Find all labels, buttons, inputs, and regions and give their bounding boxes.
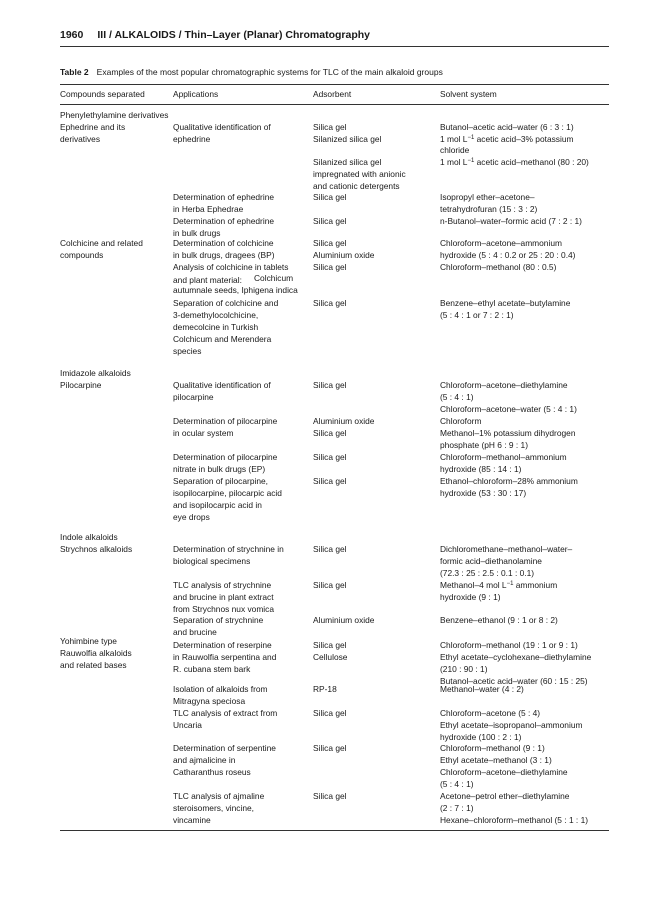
solvent-line: tetrahydrofuran (15 : 3 : 2) [440,204,538,214]
adsorbent-line: Silica gel [313,122,347,132]
running-title: III / ALKALOIDS / Thin–Layer (Planar) Chromatography [97,29,371,41]
column-header-solvent: Solvent system [440,89,497,99]
group-heading: Imidazole alkaloids [60,368,131,378]
adsorbent-line: Silica gel [313,298,347,308]
compound-line: Ephedrine and its [60,122,126,132]
adsorbent-line: Silica gel [313,743,347,753]
application-line: in Herba Ephedrae [173,204,244,214]
table-bottom-rule [60,830,609,831]
adsorbent-line: Silica gel [313,192,347,202]
solvent-line: Chloroform–acetone–diethylamine [440,380,568,390]
application-line: Colchicum [254,273,294,283]
solvent-line: (5 : 4 : 1 or 7 : 2 : 1) [440,310,514,320]
application-line: biological specimens [173,556,251,566]
solvent-line: Chloroform–methanol (80 : 0.5) [440,262,557,272]
application-line: steroisomers, vincine, [173,803,254,813]
application-line: Determination of reserpine [173,640,272,650]
adsorbent-line: Silica gel [313,238,347,248]
solvent-line: chloride [440,145,470,155]
solvent-line: (5 : 4 : 1) [440,779,474,789]
application-line: Determination of ephedrine [173,192,275,202]
application-line: isopilocarpine, pilocarpic acid [173,488,282,498]
solvent-line: n-Butanol–water–formic acid (7 : 2 : 1) [440,216,582,226]
application-line: and brucine in plant extract [173,592,274,602]
solvent-line: Chloroform–acetone–water (5 : 4 : 1) [440,404,577,414]
application-line: Determination of colchicine [173,238,274,248]
solvent-line: Benzene–ethyl acetate–butylamine [440,298,571,308]
application-line: Determination of strychnine in [173,544,284,554]
application-line: nitrate in bulk drugs (EP) [173,464,266,474]
solvent-line: Chloroform–acetone–ammonium [440,238,562,248]
adsorbent-line: Silica gel [313,428,347,438]
adsorbent-line: Silica gel [313,580,347,590]
solvent-line: hydroxide (85 : 14 : 1) [440,464,522,474]
adsorbent-line: Silica gel [313,262,347,272]
adsorbent-line: Cellulose [313,652,348,662]
application-line: 3-demethylocolchicine, [173,310,259,320]
solvent-line: (210 : 90 : 1) [440,664,488,674]
application-line: TLC analysis of extract from [173,708,278,718]
adsorbent-line: Silica gel [313,791,347,801]
application-line: Isolation of alkaloids from [173,684,268,694]
application-line: R. cubana stem bark [173,664,251,674]
solvent-line: 1 mol $L^{-1}$ acetic acid–methanol (80 : 20) [440,157,589,167]
application-line: Catharanthus roseus [173,767,251,777]
solvent-line: (5 : 4 : 1) [440,392,474,402]
column-header-adsorbent: Adsorbent [313,89,352,99]
solvent-line: hydroxide (9 : 1) [440,592,501,602]
solvent-line: formic acid–diethanolamine [440,556,542,566]
solvent-line: Chloroform–acetone (5 : 4) [440,708,541,718]
solvent-line: Hexane–chloroform–methanol (5 : 1 : 1) [440,815,589,825]
solvent-line: Ethyl acetate–cyclohexane–diethylamine [440,652,592,662]
solvent-line: Ethyl acetate–isopropanol–ammonium [440,720,583,730]
table-caption [60,67,608,77]
application-line: autumnale seeds, Iphigena indica [173,285,298,295]
header-rule [60,46,609,47]
adsorbent-line: Silica gel [313,452,347,462]
application-line: Analysis of colchicine in tablets [173,262,289,272]
header-bottom-rule [60,104,609,105]
solvent-line: Isopropyl ether–acetone– [440,192,535,202]
column-header-compounds: Compounds separated [60,89,145,99]
application-line: in bulk drugs, dragees (BP) [173,250,275,260]
application-line: vincamine [173,815,211,825]
application-line: and isopilocarpic acid in [173,500,262,510]
solvent-line: Methanol–4 mol $L^{-1}$ ammonium [440,580,558,590]
compound-line: Colchicine and related [60,238,143,248]
solvent-line: hydroxide (100 : 2 : 1) [440,732,522,742]
solvent-line: Chloroform–methanol–ammonium [440,452,567,462]
adsorbent-line: RP-18 [313,684,337,694]
running-header [60,29,608,41]
application-line: and brucine [173,627,217,637]
application-line: Qualitative identification of [173,122,271,132]
compound-line: Yohimbine type [60,636,117,646]
solvent-line: Butanol–acetic acid–water (60 : 15 : 25) [440,676,588,686]
adsorbent-line: Silica gel [313,476,347,486]
application-line: and plant material: [173,275,242,285]
adsorbent-line: Aluminium oxide [313,615,375,625]
application-line: Uncaria [173,720,202,730]
application-line: Separation of pilocarpine, [173,476,268,486]
table-label: Table 2 [60,67,89,77]
solvent-line: hydroxide (5 : 4 : 0.2 or 25 : 20 : 0.4) [440,250,576,260]
application-line: Mitragyna speciosa [173,696,246,706]
compound-line: derivatives [60,134,101,144]
solvent-line: Ethanol–chloroform–28% ammonium [440,476,578,486]
adsorbent-line: Silica gel [313,216,347,226]
application-line: ephedrine [173,134,211,144]
application-line: demecolcine in Turkish [173,322,259,332]
application-line: from Strychnos nux vomica [173,604,274,614]
adsorbent-line: Silica gel [313,708,347,718]
column-header-applications: Applications [173,89,219,99]
solvent-line: phosphate (pH 6 : 9 : 1) [440,440,528,450]
solvent-line: (72.3 : 25 : 2.5 : 0.1 : 0.1) [440,568,535,578]
compound-line: Pilocarpine [60,380,102,390]
solvent-line: Dichloromethane–methanol–water– [440,544,573,554]
adsorbent-line: Silica gel [313,544,347,554]
compound-line: Strychnos alkaloids [60,544,133,554]
compound-line: and related bases [60,660,127,670]
application-line: in ocular system [173,428,234,438]
solvent-line: Chloroform–acetone–diethylamine [440,767,568,777]
compound-line: compounds [60,250,104,260]
solvent-line: Methanol–1% potassium dihydrogen [440,428,576,438]
application-line: Determination of pilocarpine [173,416,278,426]
adsorbent-line: Silanized silica gel [313,157,382,167]
solvent-line: Methanol–water (4 : 2) [440,684,524,694]
adsorbent-line: impregnated with anionic [313,169,406,179]
application-line: Determination of serpentine [173,743,276,753]
adsorbent-line: Silanized silica gel [313,134,382,144]
solvent-line: Acetone–petrol ether–diethylamine [440,791,570,801]
application-line: and ajmalicine in [173,755,236,765]
solvent-line: Chloroform–methanol (9 : 1) [440,743,545,753]
application-line: species [173,346,202,356]
solvent-line: Benzene–ethanol (9 : 1 or 8 : 2) [440,615,558,625]
solvent-line: 1 mol $L^{-1}$ acetic acid–3% potassium [440,134,574,144]
solvent-line: Ethyl acetate–methanol (3 : 1) [440,755,552,765]
application-line: Separation of colchicine and [173,298,279,308]
application-line: Colchicum and Merendera [173,334,272,344]
application-line: TLC analysis of strychnine [173,580,272,590]
page-number: 1960 [60,29,84,41]
compound-line: Rauwolfia alkaloids [60,648,132,658]
adsorbent-line: and cationic detergents [313,181,400,191]
group-heading: Indole alkaloids [60,532,118,542]
table-caption-text: Examples of the most popular chromatographic systems for TLC of the main alkaloid groups [96,67,443,77]
adsorbent-line: Silica gel [313,640,347,650]
group-heading: Phenylethylamine derivatives [60,110,169,120]
application-line: TLC analysis of ajmaline [173,791,265,801]
solvent-line: Chloroform [440,416,482,426]
application-line: Separation of strychnine [173,615,264,625]
application-line: Qualitative identification of [173,380,271,390]
application-line: Determination of pilocarpine [173,452,278,462]
solvent-line: Chloroform–methanol (19 : 1 or 9 : 1) [440,640,578,650]
application-line: in bulk drugs [173,228,221,238]
adsorbent-line: Aluminium oxide [313,250,375,260]
adsorbent-line: Silica gel [313,380,347,390]
application-line: Determination of ephedrine [173,216,275,226]
solvent-line: (2 : 7 : 1) [440,803,474,813]
solvent-line: Butanol–acetic acid–water (6 : 3 : 1) [440,122,574,132]
solvent-line: hydroxide (53 : 30 : 17) [440,488,527,498]
application-line: in Rauwolfia serpentina and [173,652,277,662]
adsorbent-line: Aluminium oxide [313,416,375,426]
application-line: eye drops [173,512,210,522]
application-line: pilocarpine [173,392,214,402]
table-top-rule [60,84,609,85]
